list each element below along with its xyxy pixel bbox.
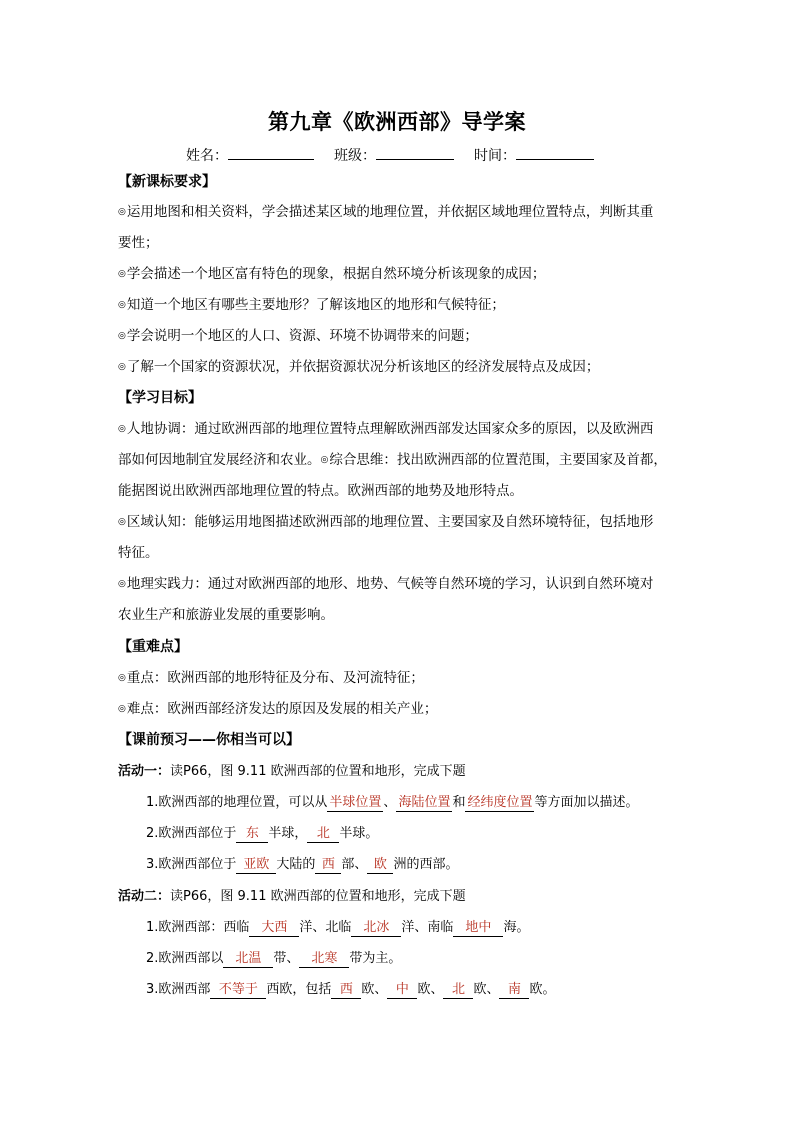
section-heading-curriculum: 【新课标要求】 <box>118 174 216 190</box>
answer-blank[interactable]: 南 <box>499 981 529 999</box>
answer-blank[interactable]: 西 <box>315 856 341 874</box>
answer-blank[interactable]: 海陆位置 <box>398 795 451 810</box>
name-label: 姓名： <box>186 148 228 164</box>
activity-one-question-1: 1.欧洲西部的地理位置，可以从 半球位置 、 海陆位置 和 经纬度位置 等方面加以描述。 <box>146 795 639 810</box>
time-blank[interactable] <box>516 145 594 160</box>
curriculum-item: ◎学会描述一个地区富有特色的现象，根据自然环境分析该现象的成因； <box>118 266 546 282</box>
objective-item: ◎人地协调：通过欧洲西部的地理位置特点理解欧洲西部发达国家众多的原因，以及欧洲西 <box>118 421 654 437</box>
bullet-icon: ◎ <box>118 362 126 372</box>
answer-blank[interactable]: 地中 <box>453 919 503 937</box>
bullet-icon: ◎ <box>118 269 126 279</box>
activity-two-question-3: 3.欧洲西部 不等于 西欧，包括 西 欧、 中 欧、 北 欧、 南 欧。 <box>146 982 556 997</box>
name-blank[interactable] <box>228 145 314 160</box>
bullet-icon: ◎ <box>118 424 126 434</box>
section-heading-preview: 【课前预习——你相当可以】 <box>118 732 300 748</box>
curriculum-item: ◎运用地图和相关资料，学会描述某区域的地理位置，并依据区域地理位置特点，判断其重 <box>118 204 654 220</box>
bullet-icon: ◎ <box>118 673 126 683</box>
answer-blank[interactable]: 中 <box>387 981 417 999</box>
bullet-icon: ◎ <box>118 517 126 527</box>
curriculum-item: ◎知道一个地区有哪些主要地形？了解该地区的地形和气候特征； <box>118 297 505 313</box>
answer-blank[interactable]: 东 <box>236 825 268 843</box>
bullet-icon: ◎ <box>118 579 126 589</box>
bullet-icon: ◎ <box>118 207 126 217</box>
objective-item-continued: 部如何因地制宜发展经济和农业。◎综合思维：找出欧洲西部的位置范围，主要国家及首都， <box>118 452 667 468</box>
activity-two-question-1: 1.欧洲西部：西临 大西 洋、北临 北冰 洋、南临 地中 海。 <box>146 920 530 935</box>
objective-item: ◎地理实践力：通过对欧洲西部的地形、地势、气候等自然环境的学习，认识到自然环境对 <box>118 576 654 592</box>
objective-item-continued: 能据图说出欧洲西部地理位置的特点。欧洲西部的地势及地形特点。 <box>118 483 523 499</box>
time-label: 时间： <box>474 148 516 164</box>
bullet-icon: ◎ <box>118 704 126 714</box>
student-info-row <box>186 145 594 165</box>
answer-blank[interactable]: 欧 <box>367 856 393 874</box>
answer-blank[interactable]: 北寒 <box>299 950 349 968</box>
activity-one-instruction: 活动一：读P66，图 9.11 欧洲西部的位置和地形，完成下题 <box>118 764 466 779</box>
objective-item-continued: 特征。 <box>118 545 159 561</box>
answer-blank[interactable]: 北温 <box>223 950 273 968</box>
answer-blank[interactable]: 北冰 <box>351 919 401 937</box>
keypoint-item: ◎难点：欧洲西部经济发达的原因及发展的相关产业； <box>118 701 438 717</box>
class-label: 班级： <box>334 148 376 164</box>
bullet-icon: ◎ <box>118 331 126 341</box>
answer-blank[interactable]: 大西 <box>249 919 299 937</box>
answer-blank[interactable]: 北 <box>443 981 473 999</box>
answer-blank[interactable]: 亚欧 <box>236 856 276 874</box>
section-heading-keypoints: 【重难点】 <box>118 639 188 655</box>
curriculum-item: ◎了解一个国家的资源状况，并依据资源状况分析该地区的经济发展特点及成因； <box>118 359 600 375</box>
page-title: 第九章《欧洲西部》导学案 <box>268 109 526 134</box>
keypoint-item: ◎重点：欧洲西部的地形特征及分布、及河流特征； <box>118 670 424 686</box>
activity-two-question-2: 2.欧洲西部以 北温 带、 北寒 带为主。 <box>146 951 402 966</box>
activity-one-question-2: 2.欧洲西部位于 东 半球， 北 半球。 <box>146 826 379 841</box>
objective-item: ◎区域认知：能够运用地图描述欧洲西部的地理位置、主要国家及自然环境特征，包括地形 <box>118 514 654 530</box>
section-heading-objectives: 【学习目标】 <box>118 390 202 406</box>
curriculum-item-continued: 要性； <box>118 235 159 251</box>
class-blank[interactable] <box>376 145 454 160</box>
answer-blank[interactable]: 西 <box>331 981 361 999</box>
answer-blank[interactable]: 半球位置 <box>329 795 382 810</box>
answer-blank[interactable]: 经纬度位置 <box>467 795 533 810</box>
activity-two-instruction: 活动二：读P66，图 9.11 欧洲西部的位置和地形，完成下题 <box>118 889 466 904</box>
activity-one-question-3: 3.欧洲西部位于 亚欧 大陆的 西 部、 欧 洲的西部。 <box>146 857 459 872</box>
curriculum-item: ◎学会说明一个地区的人口、资源、环境不协调带来的问题； <box>118 328 478 344</box>
answer-blank[interactable]: 不等于 <box>210 981 266 999</box>
objective-item-continued: 农业生产和旅游业发展的重要影响。 <box>118 607 334 623</box>
bullet-icon: ◎ <box>118 300 126 310</box>
answer-blank[interactable]: 北 <box>307 825 339 843</box>
bullet-icon: ◎ <box>320 455 329 465</box>
